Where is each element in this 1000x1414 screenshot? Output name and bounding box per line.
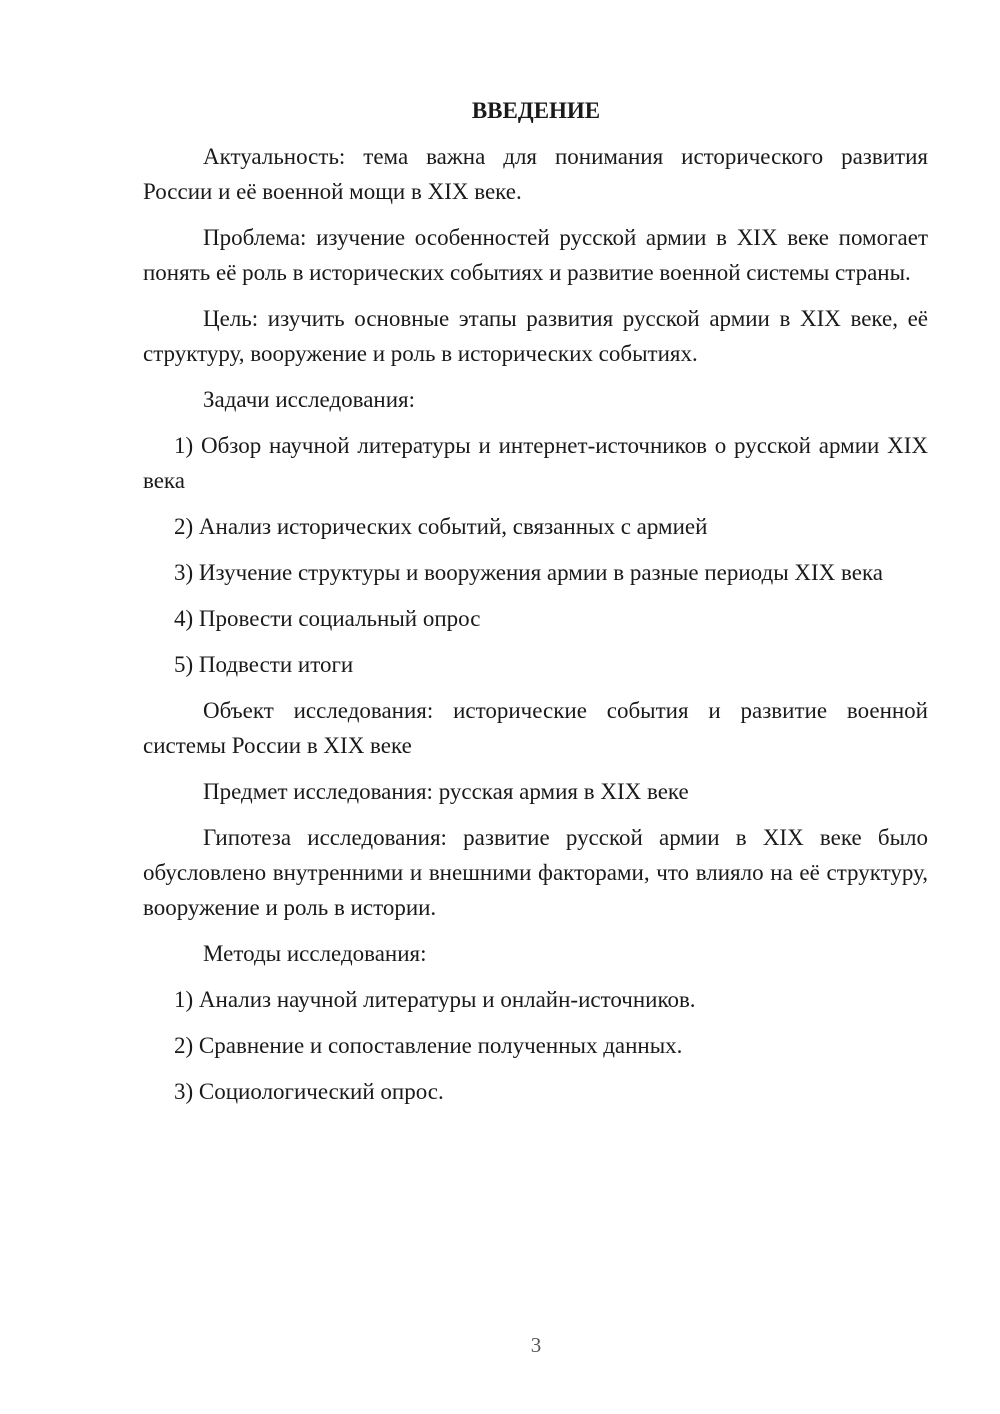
object-paragraph: Объект исследования: исторические события и развитие военной системы России в XIX веке [143,698,928,758]
page-number: 3 [530,1333,542,1357]
method-item: 1) Анализ научной литературы и онлайн-источников. [174,987,696,1012]
method-item: 2) Сравнение и сопоставление полученных данных. [174,1033,683,1058]
problem-paragraph: Проблема: изучение особенностей русской армии в XIX веке помогает понять её роль в исторических событиях и развитие военной системы страны. [143,225,928,285]
methods-heading: Методы исследования: [203,941,427,966]
section-title: ВВЕДЕНИЕ [471,98,601,123]
subject-paragraph: Предмет исследования: русская армия в XIX веке [203,779,689,804]
task-item: 1) Обзор научной литературы и интернет-источников о русской армии XIX века [143,433,928,493]
task-item: 4) Провести социальный опрос [174,606,481,631]
page-content [143,94,928,1120]
task-item: 2) Анализ исторических событий, связанных с армией [174,514,708,539]
goal-paragraph: Цель: изучить основные этапы развития русской армии в XIX веке, её структуру, вооружение и роль в исторических событиях. [143,306,928,366]
hypothesis-paragraph: Гипотеза исследования: развитие русской армии в XIX веке было обусловлено внутренними и внешними факторами, что влияло на её структуру, вооружение и роль в истории. [143,825,928,920]
tasks-heading: Задачи исследования: [203,387,416,412]
relevance-paragraph: Актуальность: тема важна для понимания исторического развития России и её военной мощи в XIX веке. [143,144,928,204]
task-item: 5) Подвести итоги [174,652,354,677]
task-item: 3) Изучение структуры и вооружения армии в разные периоды XIX века [174,560,884,585]
method-item: 3) Социологический опрос. [174,1079,444,1104]
